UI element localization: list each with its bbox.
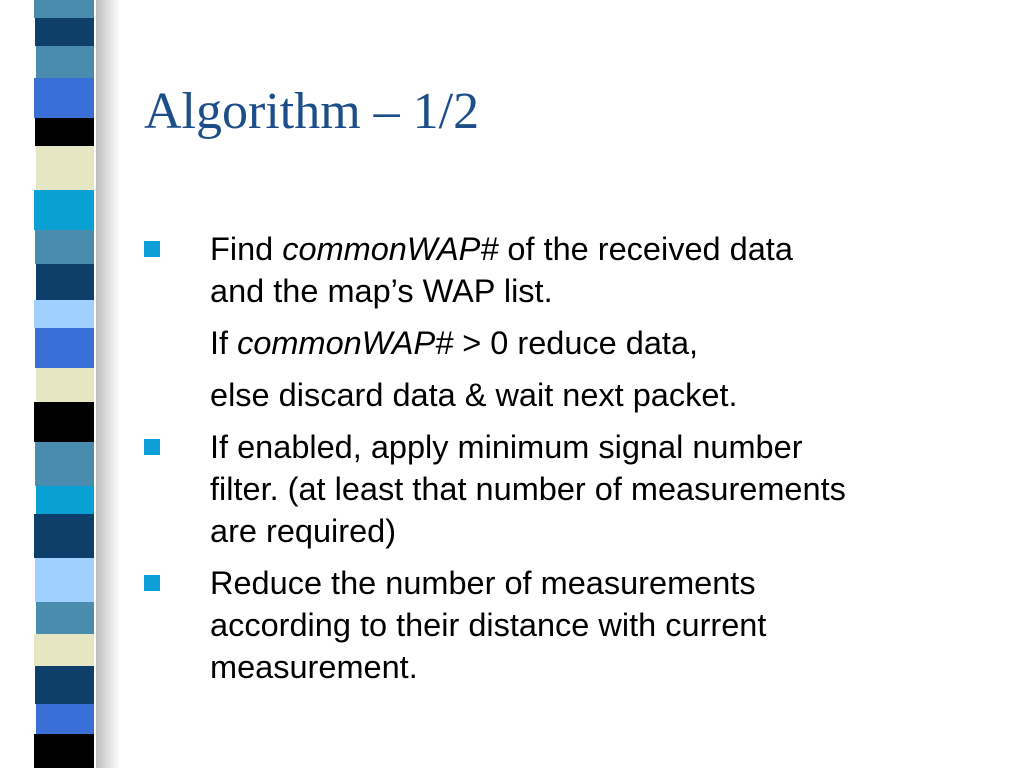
strip-block <box>35 18 94 46</box>
strip-block <box>35 666 94 704</box>
sub-text: > 0 reduce data, <box>453 325 699 361</box>
sub-line: else discard data & wait next packet. <box>210 377 738 413</box>
strip-shadow <box>96 0 120 768</box>
decorative-side-strip <box>0 0 120 768</box>
strip-block <box>36 704 94 734</box>
term-commonwap: commonWAP# <box>237 325 454 361</box>
strip-block <box>34 634 94 666</box>
strip-block <box>34 0 94 18</box>
strip-block <box>36 602 94 634</box>
bullet-line: are required) <box>210 513 397 549</box>
strip-block <box>34 300 94 328</box>
strip-block <box>34 78 94 118</box>
bullet-item <box>144 562 1004 688</box>
strip-block <box>36 368 94 402</box>
bullet-item <box>144 426 1004 552</box>
strip-block <box>36 146 94 190</box>
strip-block <box>35 328 94 368</box>
bullet-line: If enabled, apply minimum signal number <box>210 429 803 465</box>
strip-block <box>35 230 94 264</box>
bullet-line <box>210 228 1004 270</box>
strip-block <box>34 514 94 558</box>
strip-block <box>36 486 94 514</box>
slide-content <box>144 228 1004 688</box>
strip-block <box>34 734 94 768</box>
strip-block <box>35 442 94 486</box>
bullet-line: Reduce the number of measurements <box>210 565 756 601</box>
bullet-line: filter. (at least that number of measurements <box>210 471 846 507</box>
bullet-item <box>144 228 1004 312</box>
bullet-text: of the received data <box>498 231 793 267</box>
bullet-line: measurement. <box>210 649 418 685</box>
strip-block <box>34 402 94 442</box>
strip-block <box>35 118 94 146</box>
strip-block <box>36 46 94 78</box>
strip-blocks <box>34 0 94 768</box>
slide-title: Algorithm – 1/2 <box>144 83 480 140</box>
square-bullet-icon <box>144 575 160 591</box>
strip-block <box>36 264 94 300</box>
strip-block <box>35 558 94 602</box>
sub-line <box>144 322 1004 364</box>
bullet-line: according to their distance with current <box>210 607 767 643</box>
term-commonwap: commonWAP# <box>282 231 499 267</box>
sub-text: If <box>210 325 238 361</box>
bullet-text: Find <box>210 231 283 267</box>
bullet-line: and the map’s WAP list. <box>210 273 553 309</box>
square-bullet-icon <box>144 241 160 257</box>
square-bullet-icon <box>144 439 160 455</box>
strip-block <box>34 190 94 230</box>
